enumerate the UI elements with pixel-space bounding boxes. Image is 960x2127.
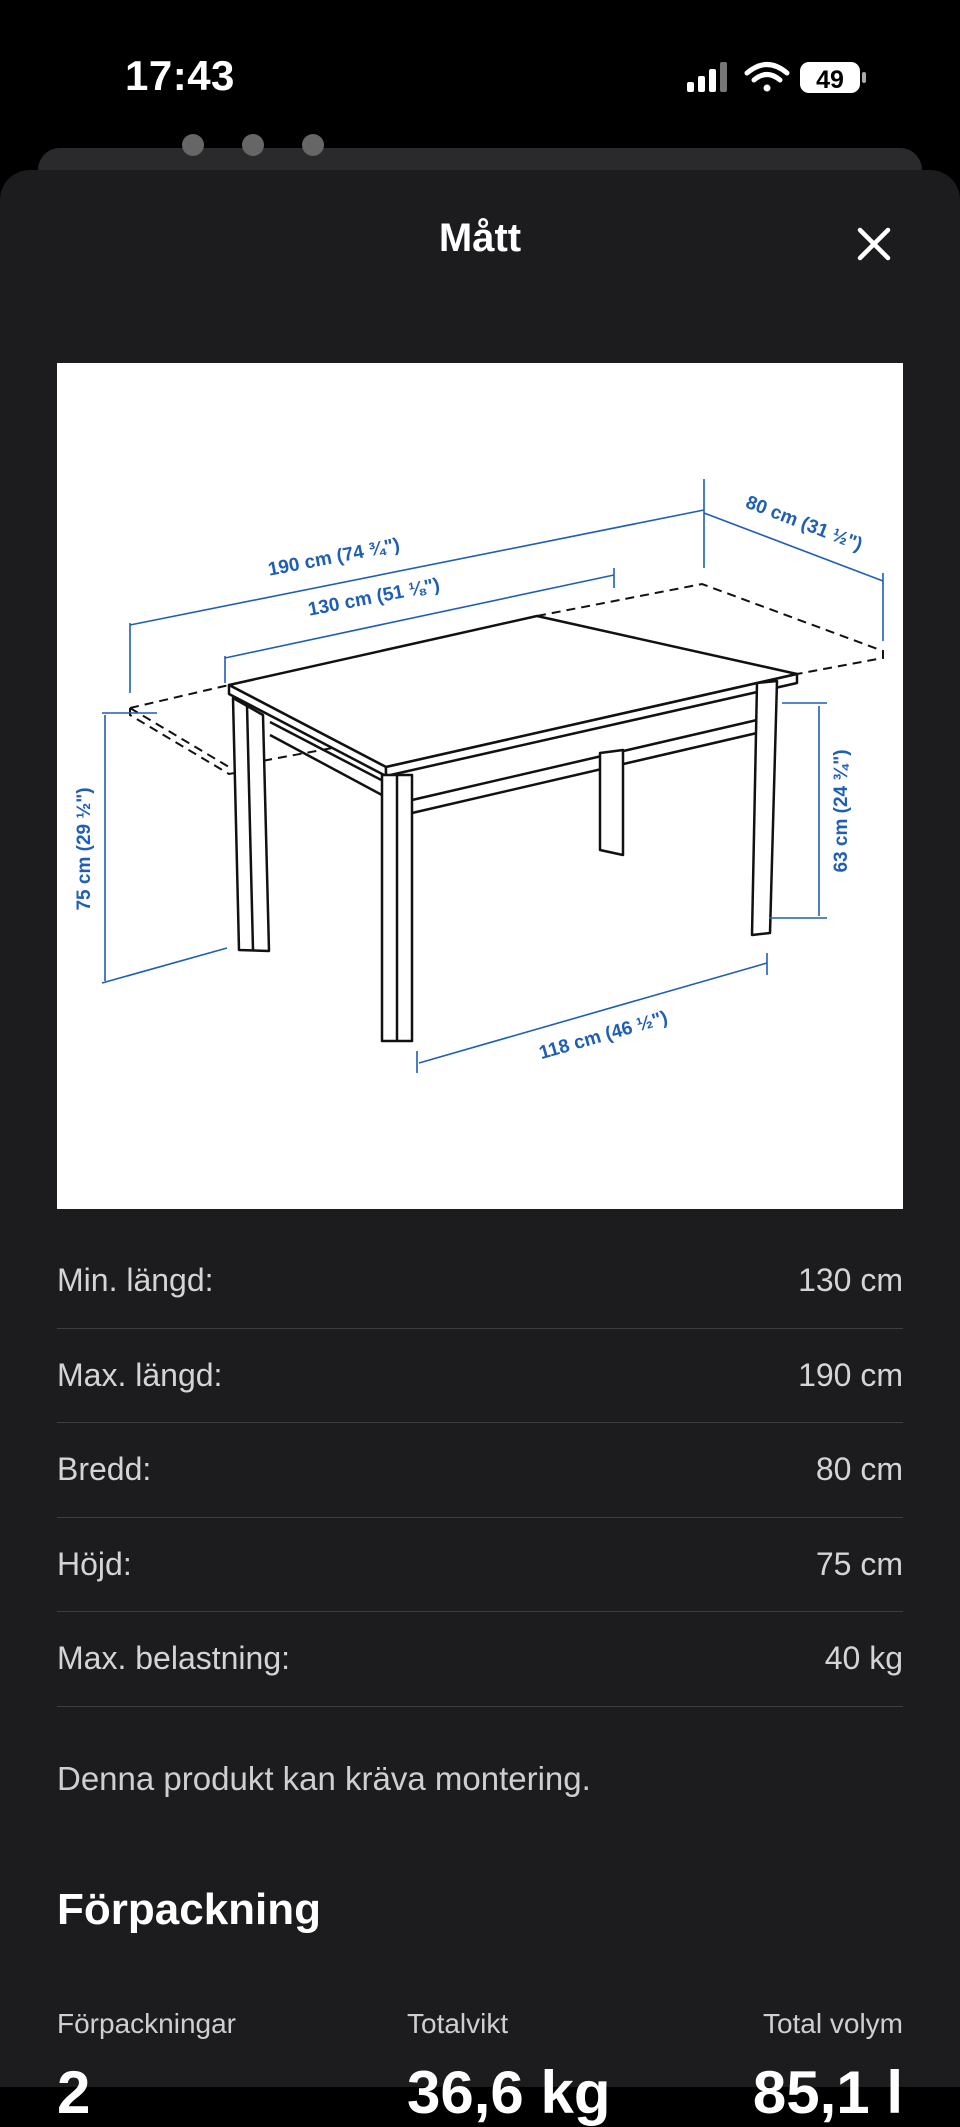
packaging-volume	[753, 2008, 903, 2127]
dimension-row-height	[57, 1518, 903, 1613]
status-time: 17:43	[125, 52, 235, 99]
dimension-row-max-load	[57, 1612, 903, 1707]
dimension-label: Max. belastning:	[57, 1640, 291, 1677]
packaging-weight-value: 36,6 kg	[407, 2059, 611, 2126]
dimension-value: 40 kg	[824, 1640, 903, 1677]
cellular-signal-icon	[687, 62, 727, 92]
packaging-count-label: Förpackningar	[57, 2008, 236, 2039]
label-190-cm: 190 cm (74 ¾")	[266, 534, 402, 581]
label-130-cm: 130 cm (51 ⅛")	[306, 574, 442, 621]
dimension-value: 190 cm	[798, 1356, 903, 1393]
dimension-value: 130 cm	[798, 1262, 903, 1299]
dimension-label: Max. längd:	[57, 1356, 223, 1393]
packaging-weight	[407, 2008, 610, 2127]
dimension-value: 80 cm	[815, 1451, 903, 1488]
dimension-row-width	[57, 1423, 903, 1518]
assembly-note: Denna produkt kan kräva montering.	[57, 1760, 591, 1797]
battery-icon	[800, 62, 866, 94]
packaging-heading: Förpackning	[57, 1885, 322, 1934]
dimension-value: 75 cm	[815, 1545, 903, 1582]
dimension-diagram	[57, 363, 903, 1209]
dimension-row-min-length	[57, 1234, 903, 1329]
packaging-weight-label: Totalvikt	[407, 2008, 509, 2039]
dimension-row-max-length	[57, 1329, 903, 1424]
wifi-icon	[747, 65, 787, 92]
label-80-cm: 80 cm (31 ½")	[742, 492, 866, 556]
packaging-count-value: 2	[57, 2059, 91, 2126]
dimension-label: Höjd:	[57, 1545, 132, 1582]
dimensions-sheet	[0, 170, 960, 2126]
status-icons	[685, 58, 875, 98]
battery-level: 49	[816, 66, 844, 94]
packaging-summary	[57, 2008, 903, 2126]
packaging-volume-label: Total volym	[762, 2008, 903, 2039]
status-bar	[0, 0, 960, 150]
dimension-label: Bredd:	[57, 1451, 152, 1488]
sheet-title: Mått	[438, 216, 522, 260]
page-dots	[178, 148, 338, 158]
label-63-cm: 63 cm (24 ¾")	[831, 749, 852, 873]
close-icon	[856, 226, 892, 262]
table-dimension-illustration	[57, 363, 903, 1209]
label-75-cm: 75 cm (29 ½")	[74, 787, 95, 911]
packaging-count	[57, 2008, 236, 2127]
close-button[interactable]	[848, 218, 900, 270]
packaging-volume-value: 85,1 l	[752, 2059, 903, 2126]
label-118-cm: 118 cm (46 ½")	[536, 1007, 671, 1065]
dimensions-list	[57, 1234, 903, 1707]
dimension-label: Min. längd:	[57, 1262, 214, 1299]
